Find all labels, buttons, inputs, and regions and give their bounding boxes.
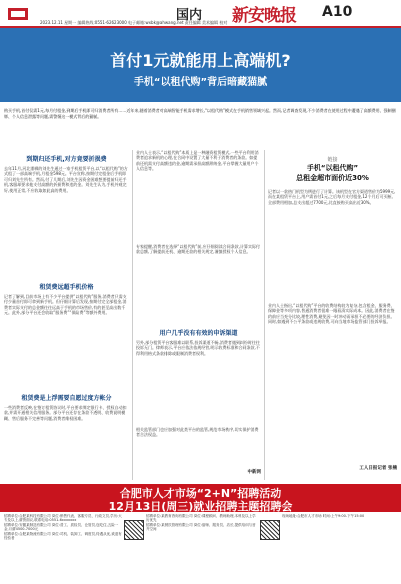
paragraph: 业内人士表示,“以租代购”本质上是一种融资租赁模式,一些平台利用消费者追求新机的心理,在合同中设置了大量不利于消费者的条款。如提前还机需支付高额违约金,逾期需承担高额滞纳金,平台掌握大量用户个人信息等。 xyxy=(136,150,259,172)
paragraph: 去年11月,河北邯郸的刘先生通过一家手机租赁平台,以“以租代购”的方式租了一部高端手机,月租金598元。平台宣称,按期付完租金后手机即可归刘先生所有。然而,付了几期后,刘先生因资金困难想要提前归还手机,客服却要求他支付高额的折损费和违约金。刘先生认为,手机外观完好,使用正常,不应收取如此高的费用。 xyxy=(4,166,128,193)
ad-title-line-1: 合肥市人才市场“2+N”招聘活动 xyxy=(119,487,282,500)
job-listing: 现场地址:合肥市人才市场 时间:上午9:00-下午15:00 xyxy=(282,514,365,518)
sidebar-title-line-1: 手机“以租代购” xyxy=(306,164,359,172)
byline: 工人日报记者 张楠 xyxy=(359,466,397,471)
paragraph: 专家提醒,消费者在选择“以租代购”前,应仔细阅读合同条款,计算实际付款总额,了解提前还机、逾期还款的相关规定,谨慎授权个人信息。 xyxy=(136,244,260,255)
paragraph: 另外,部分租赁平台客服难以联系,投诉渠道不畅,消费者遇到纠纷时往往投诉无门。律师表示,平台应依法依规经营,明示收费标准和合同条款,不得利用格式条款排除或限制消费者权利。 xyxy=(136,340,260,356)
article-column-1 xyxy=(4,150,129,480)
masthead-meta: 2023.12.11 星期一 编辑热线:0551-62623000 电子邮箱:wxbk@ahwang.net 责任编辑 美术编辑 校对 xyxy=(40,20,228,25)
sidebar-column xyxy=(268,150,397,480)
paragraph: 业内人士指出,“以租代购”平台的收费结构较为复杂,包含租金、服务费、保障金等多项内容,普通消费者很难一眼看清实际成本。因此,消费者在签约前应当充分比较,理性消费,避免因一时冲动而承担不必要的经济负担。同时,如遇到不公平条款或违规收费,可向当地市场监管部门投诉举报。 xyxy=(268,303,395,325)
newspaper-logo-icon xyxy=(8,8,28,20)
job-listing: 招聘单位:某餐饮管理有限公司 岗位:厨师、服务员、店长,提供培训与晋升空间 xyxy=(146,522,256,532)
headline-subtitle: 手机“以租代购”背后暗藏猫腻 xyxy=(133,77,268,88)
ad-title-line-2: 12月13日(周三)就业招聘主题招聘会 xyxy=(108,500,293,513)
article-column-2 xyxy=(136,150,261,480)
qr-code-icon xyxy=(124,520,144,540)
section-label: 国内 xyxy=(176,8,203,23)
masthead xyxy=(0,0,401,27)
subheading-4: 用户几乎没有有效的申诉渠道 xyxy=(159,330,238,337)
job-listings-middle xyxy=(146,514,258,582)
job-listings-right xyxy=(282,514,395,582)
subheading-3: 租赁费是上浮需要自愿过度方帐分 xyxy=(21,395,112,402)
column-divider xyxy=(132,150,133,480)
paper-name: 新安晚报 xyxy=(232,6,296,26)
qr-code-icon xyxy=(260,520,280,540)
job-listing: 招聘单位:合肥某科技有限公司 岗位:销售代表、客服专员、行政文员,学历:大专及以上,薪资面议,联系电话:0551-6xxxxxxx xyxy=(4,514,122,523)
article-lead: 购买手机,首付仅需1元,每月付租金,到期后手机即可归消费者所有……近年来,随着消费者对高端智能手机需求增长,“以租代购”模式在手机销售领域兴起。然而,记者调查发现,不少消费者在使用过程中遭遇了高额费用、强制捆绑、个人信息泄露等问题,需警惕这一模式背后的猫腻。 xyxy=(4,108,396,119)
job-listing: 招聘单位:某教育咨询有限公司 岗位:课程顾问、教师助理,本科及以上学历优先 xyxy=(146,514,256,523)
byline: 中新网 xyxy=(247,470,261,475)
job-listing: 招聘单位:安徽某制造有限公司 岗位:普工、质检员、仓管员,包吃住,五险一金,月薪4500-7000元 xyxy=(4,522,119,532)
paragraph: 记者以一款热门机型为例进行了计算。该机型在官方渠道售价为5999元,而在某租赁平台上,用户需首付1元,之后每月支付租金,12个月后可买断。全部费用相加,总支出超过7700元,比直接购买高出近30%。 xyxy=(268,189,396,205)
sidebar-title-line-2: 总租金超市面价近30% xyxy=(296,174,369,182)
paragraph: 相关监管部门也应加强对此类平台的监管,规范市场秩序,切实保护消费者合法权益。 xyxy=(136,427,259,438)
column-divider xyxy=(264,150,265,480)
subheading-2: 租赁费远超手机价格 xyxy=(39,284,94,291)
page-number: A10 xyxy=(322,4,353,20)
headline-title: 首付1元就能用上高端机? xyxy=(110,51,291,70)
job-listing: 招聘单位:合肥某物流有限公司 岗位:司机、装卸工、调度员,待遇从优,欢迎有经验者 xyxy=(4,531,122,541)
sidebar-kicker: 链接 xyxy=(327,157,338,163)
job-listings-left xyxy=(4,514,122,582)
subheading-1: 到期归还手机,对方竟要折损费 xyxy=(26,156,107,163)
paragraph: 记者了解到,目前市场上有不少平台提供“以租代购”服务,消费者只需支付少量首付即可拿到新手机。但仔细计算后发现,按期付完全部租金,消费者实际支付的总金额往往远高于手机的市场售价,有的甚至高出数千元。此外,部分平台还会收取“服务费”“保险费”等额外费用。 xyxy=(4,294,127,316)
paragraph: 一些消费者反映,在签订租赁协议时,平台要求绑定银行卡、授权自动扣款,并需开通相关信用服务。部分平台还存在条款不透明、收费说明模糊、售后服务不完善等问题,消费者维权困难。 xyxy=(4,405,127,421)
